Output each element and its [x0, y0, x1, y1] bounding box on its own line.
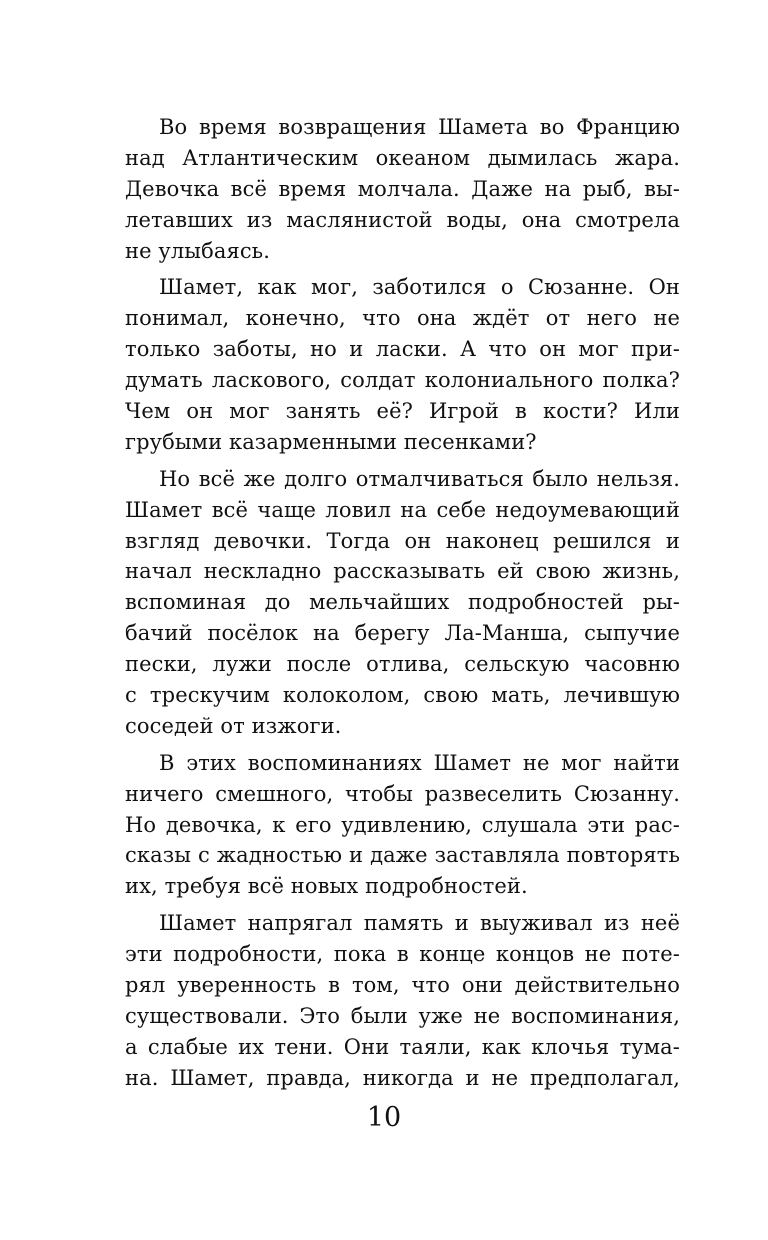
text-line: пески, лужи после отлива, сельскую часовню — [125, 652, 680, 677]
paragraph — [125, 748, 680, 902]
body-text — [125, 112, 680, 1100]
text-line: Шамет, как мог, заботился о Сюзанне. Он — [159, 275, 680, 300]
text-line: рял уверенность в том, что они действительно — [125, 973, 680, 998]
text-line: соседей от изжоги. — [125, 713, 342, 738]
text-line: не улыбаясь. — [125, 238, 270, 263]
text-line: летавших из маслянистой воды, она смотрела — [125, 207, 680, 232]
paragraph — [125, 112, 680, 266]
text-line: с трескучим колоколом, свою мать, лечившую — [125, 683, 680, 708]
text-line: только заботы, но и ласки. А что он мог при- — [125, 337, 680, 362]
text-line: взгляд девочки. Тогда он наконец решился и — [125, 528, 680, 553]
text-line: а слабые их тени. Они таяли, как клочья тума- — [125, 1034, 680, 1059]
text-line: Шамет напрягал память и выуживал из неё — [159, 911, 680, 936]
text-line: В этих воспоминаниях Шамет не мог найти — [159, 750, 680, 775]
text-line: эти подробности, пока в конце концов не поте- — [125, 942, 680, 967]
text-line: думать ласкового, солдат колониального полка? — [125, 368, 680, 393]
text-line: ничего смешного, чтобы развеселить Сюзанну. — [125, 781, 680, 806]
paragraph — [125, 272, 680, 457]
text-line: их, требуя всё новых подробностей. — [125, 874, 528, 899]
text-line: на. Шамет, правда, никогда и не предполагал, — [125, 1065, 680, 1090]
text-line: Девочка всё время молчала. Даже на рыб, вы- — [125, 176, 680, 201]
text-line: Чем он мог занять её? Игрой в кости? Или — [125, 399, 680, 424]
page-number: 10 — [366, 1102, 402, 1133]
text-line: грубыми казарменными песенками? — [125, 429, 537, 454]
text-line: Во время возвращения Шамета во Францию — [159, 115, 680, 139]
text-line: существовали. Это были уже не воспоминания, — [125, 1003, 680, 1028]
text-line: над Атлантическим океаном дымилась жара. — [125, 145, 680, 170]
paragraph — [125, 908, 680, 1093]
paragraph — [125, 464, 680, 742]
text-line: Шамет всё чаще ловил на себе недоумевающий — [125, 497, 680, 522]
text-line: Но девочка, к его удивлению, слушала эти рас- — [125, 812, 680, 837]
text-line: бачий посёлок на берегу Ла-Манша, сыпучие — [125, 621, 680, 646]
text-line: понимал, конечно, что она ждёт от него не — [125, 306, 680, 331]
text-line: вспоминая до мельчайших подробностей ры- — [125, 590, 680, 615]
text-line: начал нескладно рассказывать ей свою жизнь, — [125, 559, 680, 584]
text-line: Но всё же долго отмалчиваться было нельзя. — [159, 466, 680, 491]
text-line: сказы с жадностью и даже заставляла повторять — [125, 843, 680, 868]
